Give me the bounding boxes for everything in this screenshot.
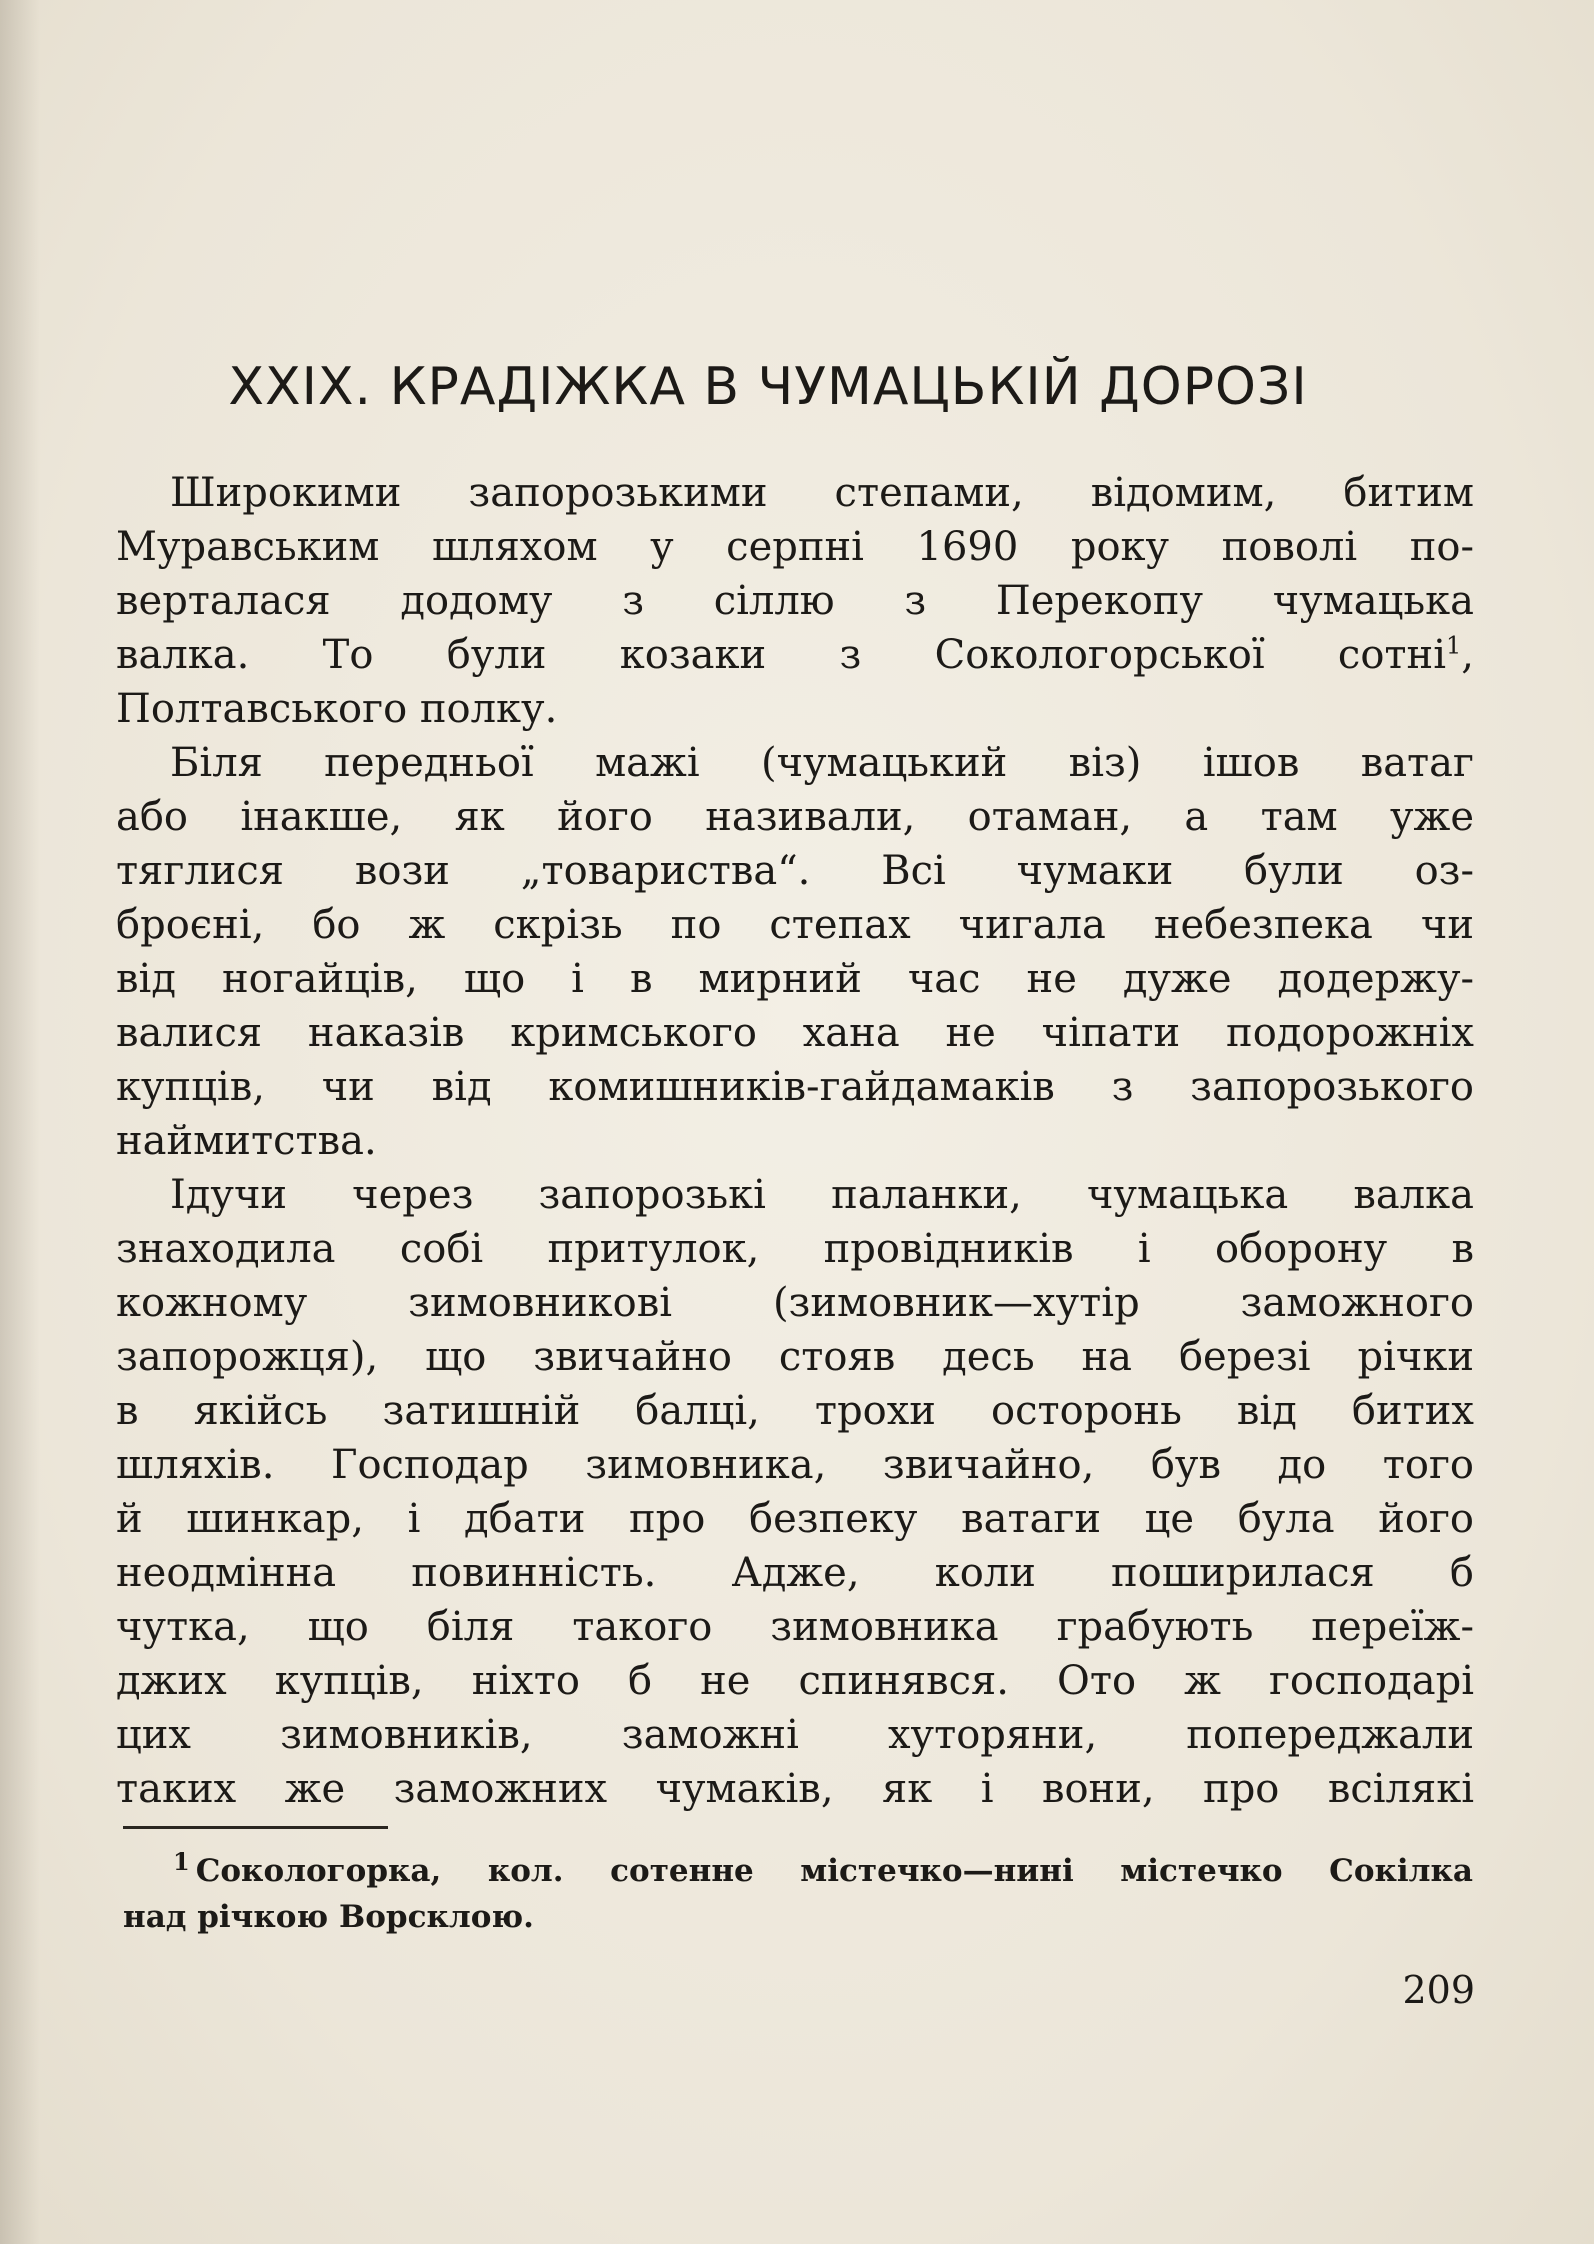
text-line: від ногайців, що і в мирний час не дуже додержу- — [116, 956, 1474, 1002]
footnote-divider — [123, 1826, 388, 1829]
footnote-line: над річкою Ворсклою. — [123, 1899, 534, 1935]
text-line: броєні, бо ж скрізь по степах чигала небезпека чи — [116, 902, 1474, 948]
paragraph-3 — [116, 1168, 1474, 1816]
text-line: Муравським шляхом у серпні 1690 року поволі по- — [116, 524, 1474, 570]
text-line: Біля передньої мажі (чумацький віз) ішов ватаг — [170, 740, 1474, 786]
text-line: верталася додому з сіллю з Перекопу чумацька — [116, 578, 1474, 624]
text-line: валися наказів кримського хана не чіпати подорожніх — [116, 1010, 1474, 1056]
text-line: чутка, що біля такого зимовника грабують переїж- — [116, 1604, 1474, 1650]
text-line: таких же заможних чумаків, як і вони, про всілякі — [116, 1766, 1474, 1812]
text-line: цих зимовників, заможні хуторяни, попереджали — [116, 1712, 1474, 1758]
text-line: Широкими запорозькими степами, відомим, битим — [170, 470, 1474, 516]
paragraph-2 — [116, 736, 1474, 1168]
text-line: кожному зимовникові (зимовник—хутір заможного — [116, 1280, 1474, 1326]
text-line: запорожця), що звичайно стояв десь на березі річки — [116, 1334, 1474, 1380]
text-line-with-footnote: валка. То були козаки з Сокологорської сотні$^1$, — [116, 631, 1474, 678]
footnote-reference: 1 — [1446, 631, 1462, 660]
body-text — [116, 466, 1474, 1816]
text-line: й шинкар, і дбати про безпеку ватаги це була його — [116, 1496, 1474, 1542]
text-line: джих купців, ніхто б не спинявся. Ото ж господарі — [116, 1658, 1474, 1704]
page-edge-shadow — [0, 0, 40, 2244]
text-line: або інакше, як його називали, отаман, а там уже — [116, 794, 1474, 840]
paragraph-1 — [116, 466, 1474, 736]
text-line: шляхів. Господар зимовника, звичайно, був до того — [116, 1442, 1474, 1488]
text-line: купців, чи від комишників-гайдамаків з запорозького — [116, 1064, 1474, 1110]
footnote-mark: 1 — [173, 1846, 190, 1876]
text-line: неодмінна повинність. Адже, коли поширилася б — [116, 1550, 1474, 1596]
footnote-line — [123, 1848, 1473, 1894]
text-line: Полтавського полку. — [116, 686, 558, 732]
text-line: знаходила собі притулок, провідників і оборону в — [116, 1226, 1474, 1272]
text-line: Ідучи через запорозькі паланки, чумацька валка — [170, 1172, 1474, 1218]
text-line: валка. То були козаки з Сокологорської сотні — [116, 632, 1446, 678]
page-number: 209 — [1402, 1968, 1475, 2012]
text-line: наймитства. — [116, 1118, 377, 1164]
text-line: в якійсь затишній балці, трохи осторонь від битих — [116, 1388, 1474, 1434]
footnotes — [123, 1848, 1473, 1940]
chapter-title: XXIX. КРАДІЖКА В ЧУМАЦЬКІЙ ДОРОЗІ — [228, 357, 1308, 417]
text-line: тяглися вози „товариства“. Всі чумаки були оз- — [116, 848, 1474, 894]
footnote-text: Сокологорка, кол. сотенне містечко—нині містечко Сокілка — [195, 1853, 1473, 1889]
